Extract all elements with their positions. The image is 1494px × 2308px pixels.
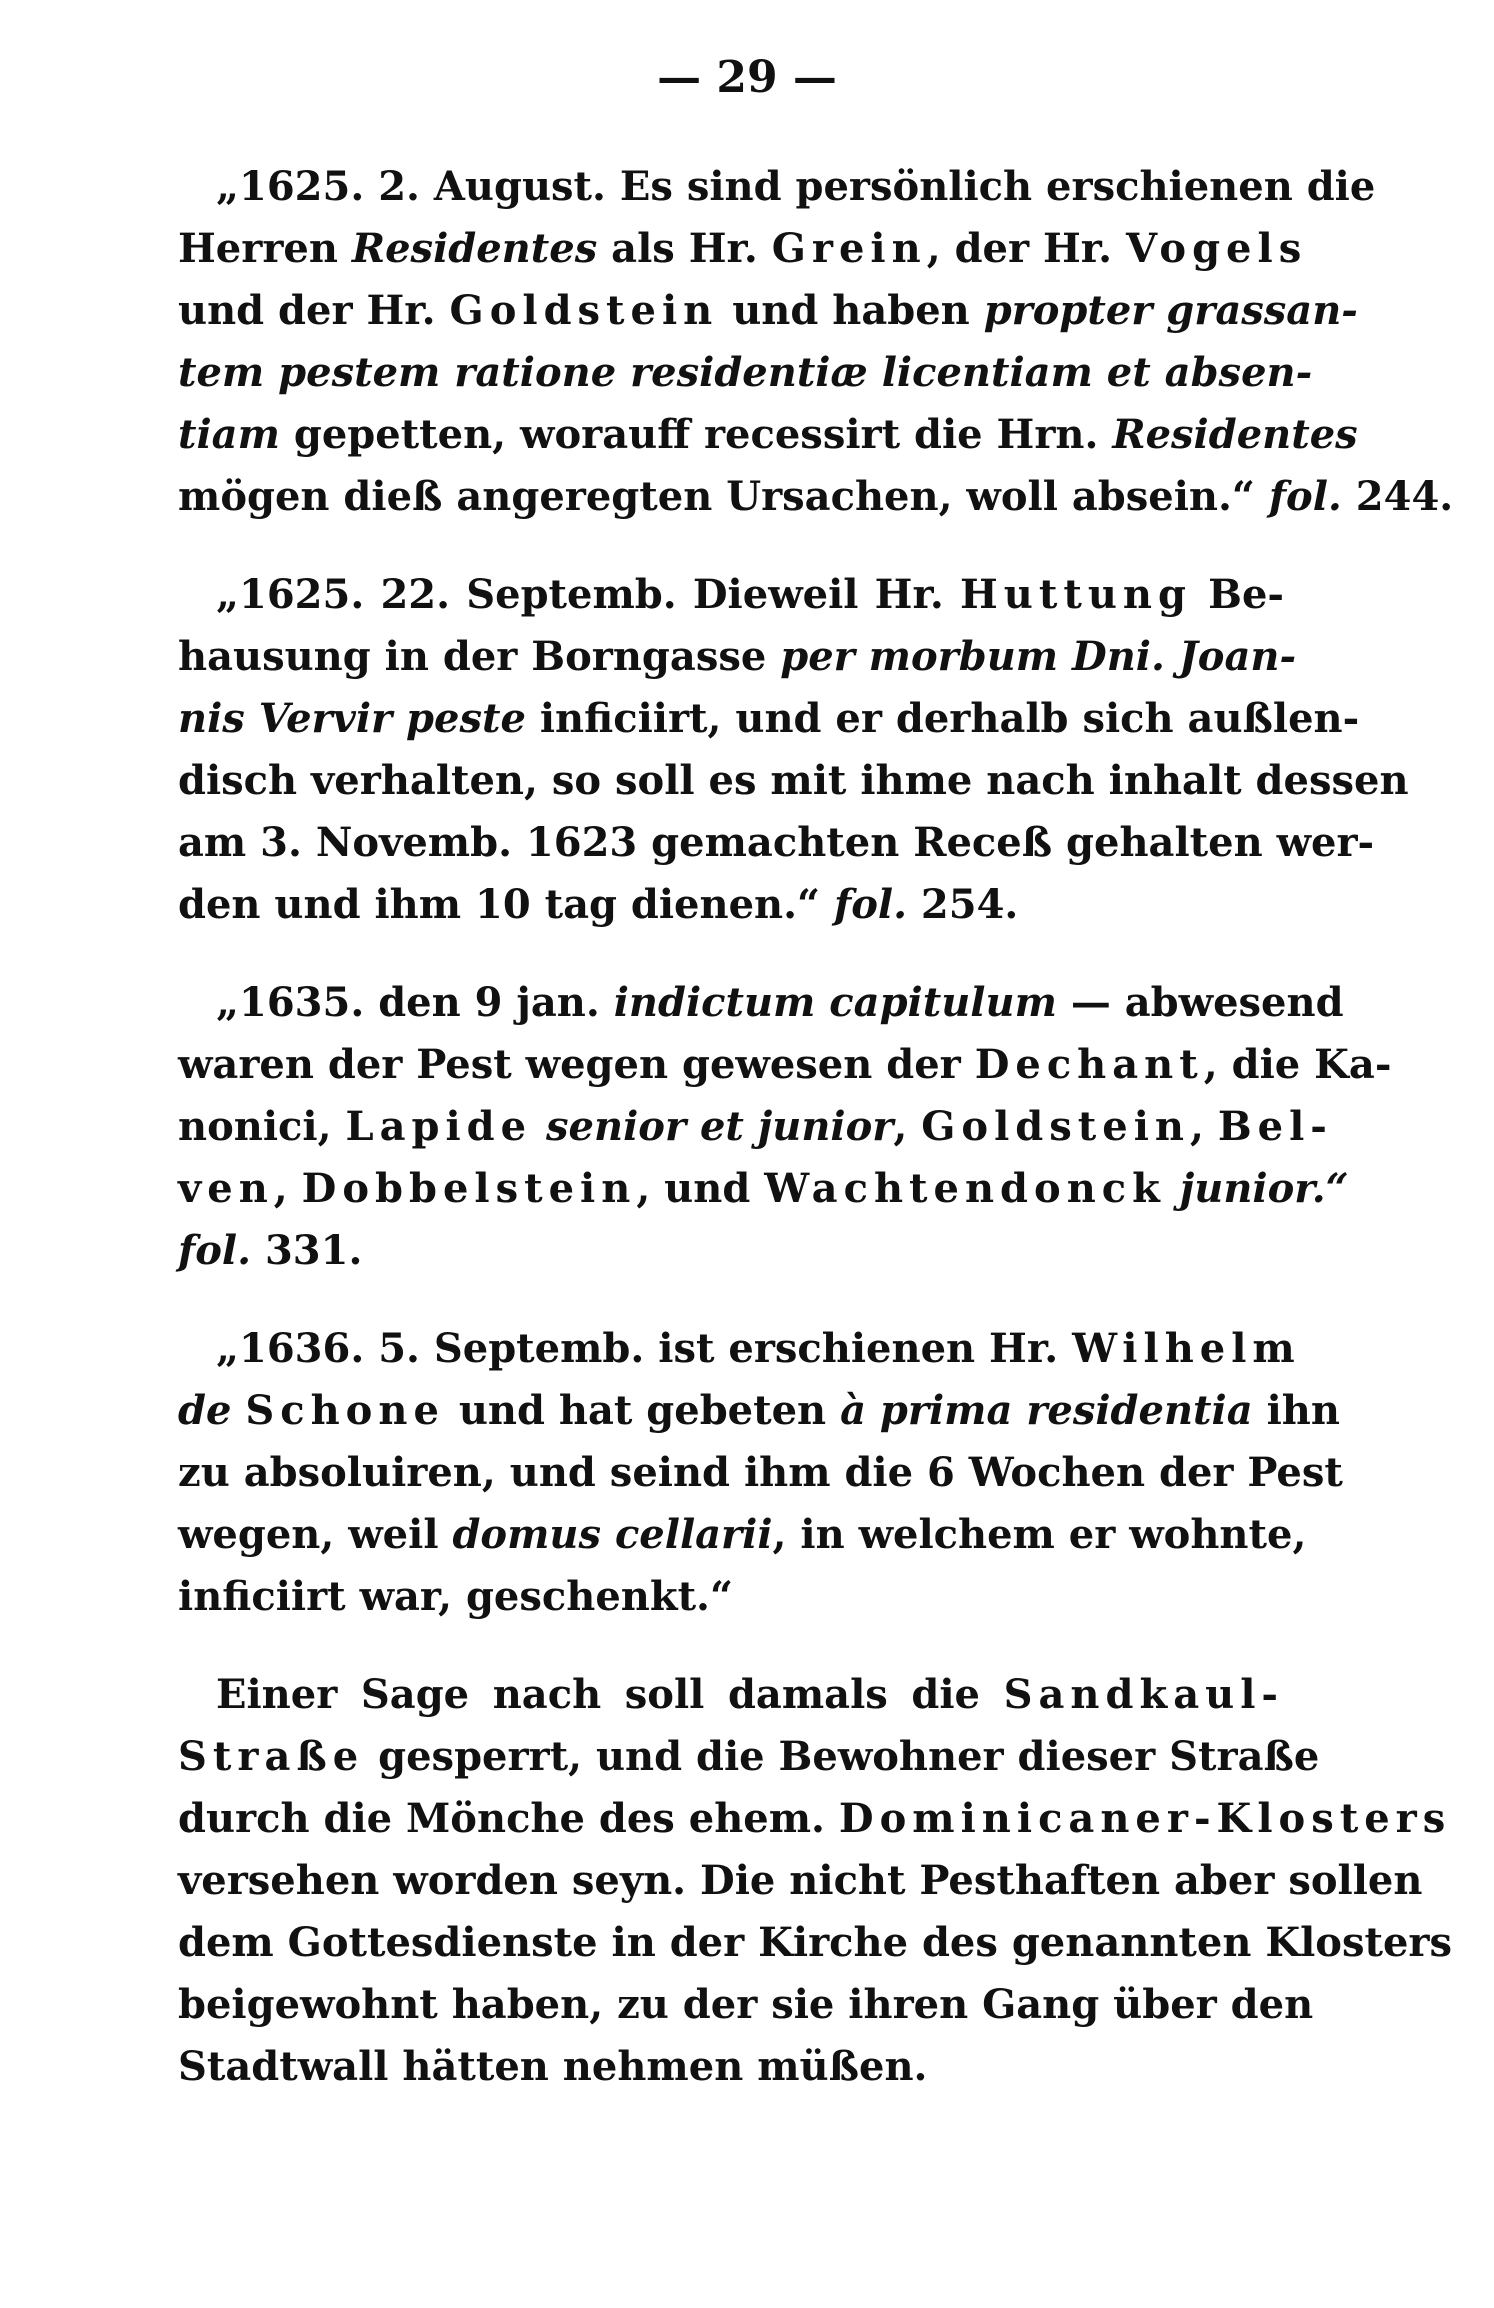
text-segment: 331. [251, 1227, 363, 1274]
text-line [178, 342, 1313, 404]
text-segment: versehen worden seyn. Die nicht Pesthaften aber sollen [178, 1857, 1423, 1904]
text-line [178, 1912, 1453, 1974]
body-text [178, 156, 1454, 2134]
text-line [178, 1034, 1392, 1096]
text-line [178, 1096, 1333, 1158]
spaced-name-text: Wachtendonck [764, 1165, 1166, 1212]
paragraph [178, 1664, 1453, 2098]
text-segment: , der Hr. [926, 225, 1127, 272]
paragraph [178, 972, 1392, 1282]
text-segment: 244. [1341, 473, 1454, 520]
text-segment: , [1189, 1103, 1218, 1150]
text-segment: gesperrt, und die Bewohner dieser Straße [364, 1733, 1320, 1780]
spaced-name-text: ven [178, 1165, 274, 1212]
latin-italic-text: fol. [1268, 473, 1342, 520]
text-line [178, 1318, 1301, 1380]
text-line [178, 404, 1358, 466]
spaced-name-text: Sandkaul- [1003, 1671, 1284, 1718]
text-line [178, 156, 1376, 218]
spaced-name-text: Schone [245, 1387, 445, 1434]
text-line [178, 1974, 1314, 2036]
text-line [178, 1788, 1452, 1850]
text-segment: — abwesend [1056, 979, 1344, 1026]
text-segment [231, 1387, 245, 1434]
text-segment: 254. [907, 881, 1019, 928]
spaced-name-text: Huttung [959, 571, 1192, 618]
paragraph [178, 156, 1454, 528]
text-line [178, 1850, 1423, 1912]
text-segment: ihn [1252, 1387, 1340, 1434]
text-line [178, 1504, 1307, 1566]
spaced-name-text: Goldstein [921, 1103, 1190, 1150]
text-segment: waren der Pest wegen gewesen der [178, 1041, 975, 1088]
text-line [178, 874, 1284, 936]
text-line [178, 1566, 1284, 1628]
text-line [178, 972, 1344, 1034]
text-segment: inficiirt war, geschenkt.“ [178, 1573, 733, 1620]
text-segment: „1625. 22. Septemb. Dieweil Hr. [216, 571, 960, 618]
text-segment: und haben [718, 287, 984, 334]
text-segment: „1636. 5. Septemb. ist erschienen Hr. [216, 1325, 1073, 1372]
latin-italic-text: Residentes [351, 225, 598, 272]
spaced-name-text: Bel- [1217, 1103, 1333, 1150]
text-line [178, 466, 1454, 528]
text-line [178, 1726, 1320, 1788]
latin-italic-text: junior.“ [1179, 1165, 1349, 1212]
text-segment: Be- [1191, 571, 1285, 618]
text-line [178, 218, 1308, 280]
latin-italic-text: à prima residentia [840, 1387, 1253, 1434]
spaced-name-text: Lapide [345, 1103, 533, 1150]
text-segment [532, 1103, 546, 1150]
text-segment: und der Hr. [178, 287, 450, 334]
spaced-name-text: Dechant [974, 1041, 1204, 1088]
text-segment: nonici, [178, 1103, 346, 1150]
paragraph [178, 1318, 1343, 1628]
text-segment: inficiirt, und er derhalb sich außlen- [525, 695, 1360, 742]
text-segment: „1635. den 9 jan. [216, 979, 614, 1026]
spaced-name-text: Grein [771, 225, 927, 272]
text-line [178, 2036, 1284, 2098]
latin-italic-text: indictum capitulum [613, 979, 1057, 1026]
latin-italic-text: fol. [178, 1227, 252, 1274]
text-segment: , und [636, 1165, 765, 1212]
text-line [178, 688, 1360, 750]
text-segment: zu absoluiren, und seind ihm die 6 Wochen der Pest [178, 1449, 1343, 1496]
text-segment: , die Ka- [1203, 1041, 1392, 1088]
text-segment: den und ihm 10 tag dienen.“ [178, 881, 834, 928]
latin-italic-text: domus cellarii [452, 1511, 773, 1558]
latin-italic-text: de [178, 1387, 232, 1434]
text-segment: , [893, 1103, 922, 1150]
latin-italic-text: fol. [833, 881, 907, 928]
latin-italic-text: Residentes [1112, 411, 1358, 458]
text-segment: disch verhalten, so soll es mit ihme nach inhalt dessen [178, 757, 1409, 804]
text-segment: beigewohnt haben, zu der sie ihren Gang über den [178, 1981, 1314, 2028]
text-segment: als Hr. [597, 225, 772, 272]
text-line [178, 750, 1409, 812]
text-segment: wegen, weil [178, 1511, 453, 1558]
text-line [178, 626, 1297, 688]
text-line [178, 1158, 1349, 1220]
text-line [178, 1220, 1284, 1282]
latin-italic-text: senior et junior [546, 1103, 894, 1150]
text-segment: gepetten, worauff recessirt die Hrn. [279, 411, 1113, 458]
text-segment: , in welchem er wohnte, [772, 1511, 1307, 1558]
page-number: — 29 — [657, 52, 837, 103]
text-segment: dem Gottesdienste in der Kirche des genannten Klosters [178, 1919, 1453, 1966]
latin-italic-text: per morbum Dni. Joan- [780, 633, 1297, 680]
text-line [178, 1664, 1284, 1726]
text-line [178, 812, 1375, 874]
text-line [178, 280, 1358, 342]
text-line [178, 564, 1284, 626]
latin-italic-text: propter grassan- [983, 287, 1358, 334]
text-segment: und hat gebeten [444, 1387, 841, 1434]
spaced-name-text: Wilhelm [1072, 1325, 1301, 1372]
spaced-name-text: Goldstein [449, 287, 719, 334]
text-segment: mögen dieß angeregten Ursachen, woll absein.“ [178, 473, 1269, 520]
latin-italic-text: tiam [178, 411, 280, 458]
text-segment: hausung in der Borngasse [178, 633, 781, 680]
spaced-name-text: Straße [178, 1733, 365, 1780]
spaced-name-text: Vogels [1126, 225, 1308, 272]
latin-italic-text: nis Vervir peste [178, 695, 526, 742]
text-segment: , [273, 1165, 302, 1212]
text-segment: durch die Mönche des ehem. [178, 1795, 839, 1842]
text-segment [1166, 1165, 1180, 1212]
spaced-name-text: Dominicaner-Klosters [838, 1795, 1452, 1842]
spaced-name-text: Dobbelstein [301, 1165, 637, 1212]
text-segment: Einer Sage nach soll damals die [216, 1671, 1004, 1718]
paragraph [178, 564, 1409, 936]
text-line [178, 1442, 1343, 1504]
text-segment: am 3. Novemb. 1623 gemachten Receß gehalten wer- [178, 819, 1375, 866]
text-line [178, 1380, 1340, 1442]
text-segment: Herren [178, 225, 352, 272]
latin-italic-text: tem pestem ratione residentiæ licentiam et absen- [178, 349, 1313, 396]
text-segment: „1625. 2. August. Es sind persönlich erschienen die [216, 163, 1376, 210]
text-segment: Stadtwall hätten nehmen müßen. [178, 2043, 928, 2090]
